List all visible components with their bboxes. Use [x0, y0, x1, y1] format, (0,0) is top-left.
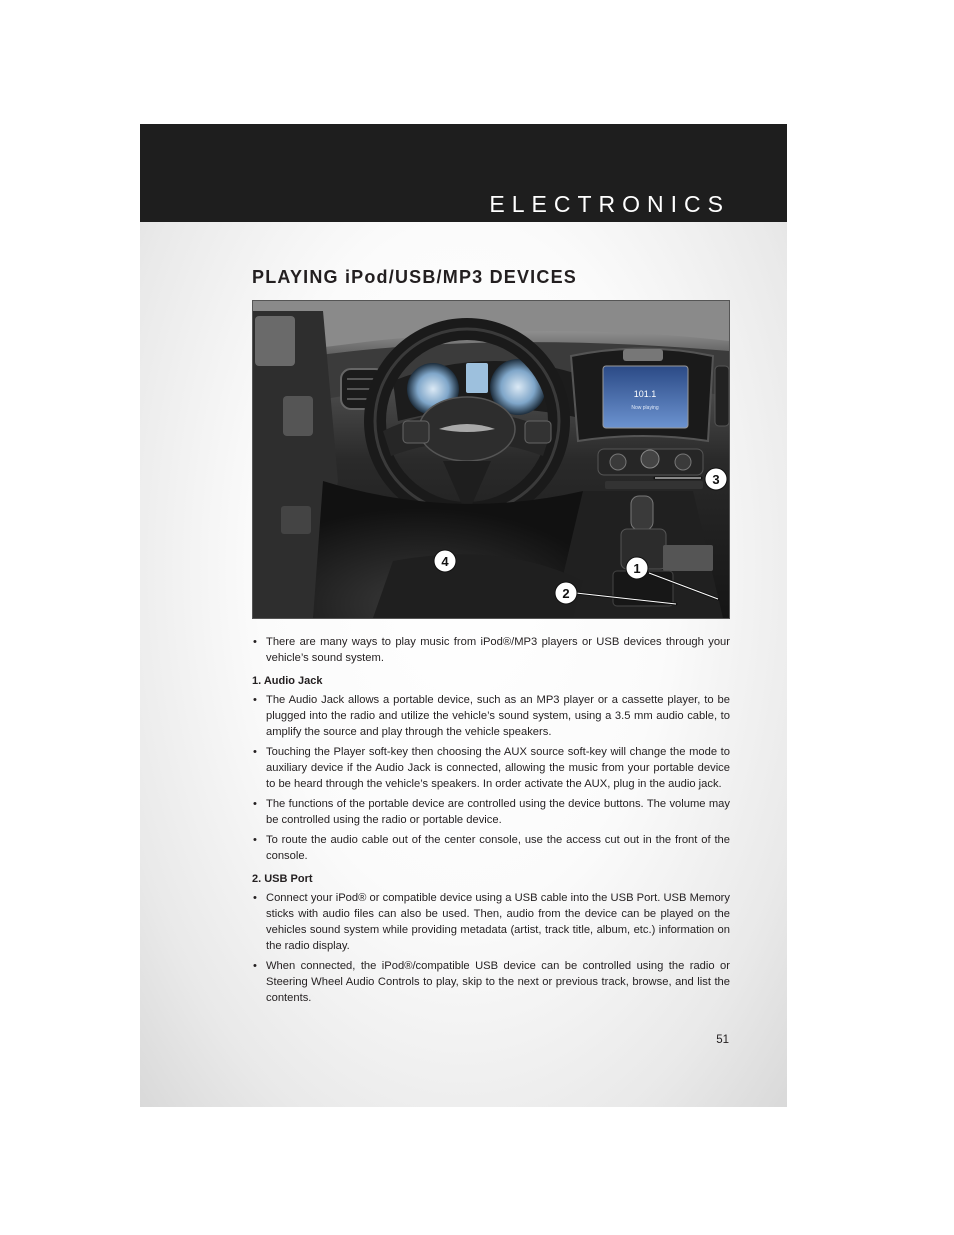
page-number: 51 — [716, 1034, 729, 1046]
manual-page — [140, 124, 787, 1107]
callout-3: 3 — [712, 472, 720, 487]
screen-frequency: 101.1 — [633, 389, 657, 399]
callout-1: 1 — [633, 561, 641, 576]
audio-jack-bullet: • The functions of the portable device are controlled using the device buttons. The volume may be controlled using the radio or portable device. — [252, 796, 730, 828]
callout-2: 2 — [562, 586, 570, 601]
audio-jack-heading: 1. Audio Jack — [252, 675, 323, 687]
usb-port-heading: 2. USB Port — [252, 873, 313, 885]
intro-bullet: • There are many ways to play music from iPod®/MP3 players or USB devices through your vehicle’s sound system. — [252, 634, 730, 666]
header-banner — [140, 124, 787, 222]
audio-jack-bullet: • To route the audio cable out of the center console, use the access cut out in the front of the console. — [252, 832, 730, 864]
usb-port-bullet: • Connect your iPod® or compatible device using a USB cable into the USB Port. USB Memory sticks with audio files can also be used. Then, audio from the device can be played on the vehicles sound system while providing metadata (artist, track title, album, etc.) information on the radio display. — [252, 890, 730, 954]
section-title: PLAYING iPod/USB/MP3 DEVICES — [252, 267, 577, 287]
body-text — [252, 634, 730, 1010]
dashboard-photo — [252, 300, 730, 619]
usb-port-bullet: • When connected, the iPod®/compatible USB device can be controlled using the radio or Steering Wheel Audio Controls to play, skip to the next or previous track, browse, and list the contents. — [252, 958, 730, 1006]
callout-4: 4 — [441, 554, 449, 569]
audio-jack-bullet: • The Audio Jack allows a portable device, such as an MP3 player or a cassette player, to be plugged into the radio and utilize the vehicle’s sound system, using a 3.5 mm audio cable, to amplify the source and play through the vehicle speakers. — [252, 692, 730, 740]
audio-jack-bullet: • Touching the Player soft-key then choosing the AUX source soft-key will change the mode to auxiliary device if the Audio Jack is connected, allowing the music from your portable device to be heard through the vehicle’s speakers. In order activate the AUX, plug in the audio jack. — [252, 744, 730, 792]
screen-status: Now playing — [631, 405, 659, 411]
chapter-title: ELECTRONICS — [489, 191, 730, 217]
